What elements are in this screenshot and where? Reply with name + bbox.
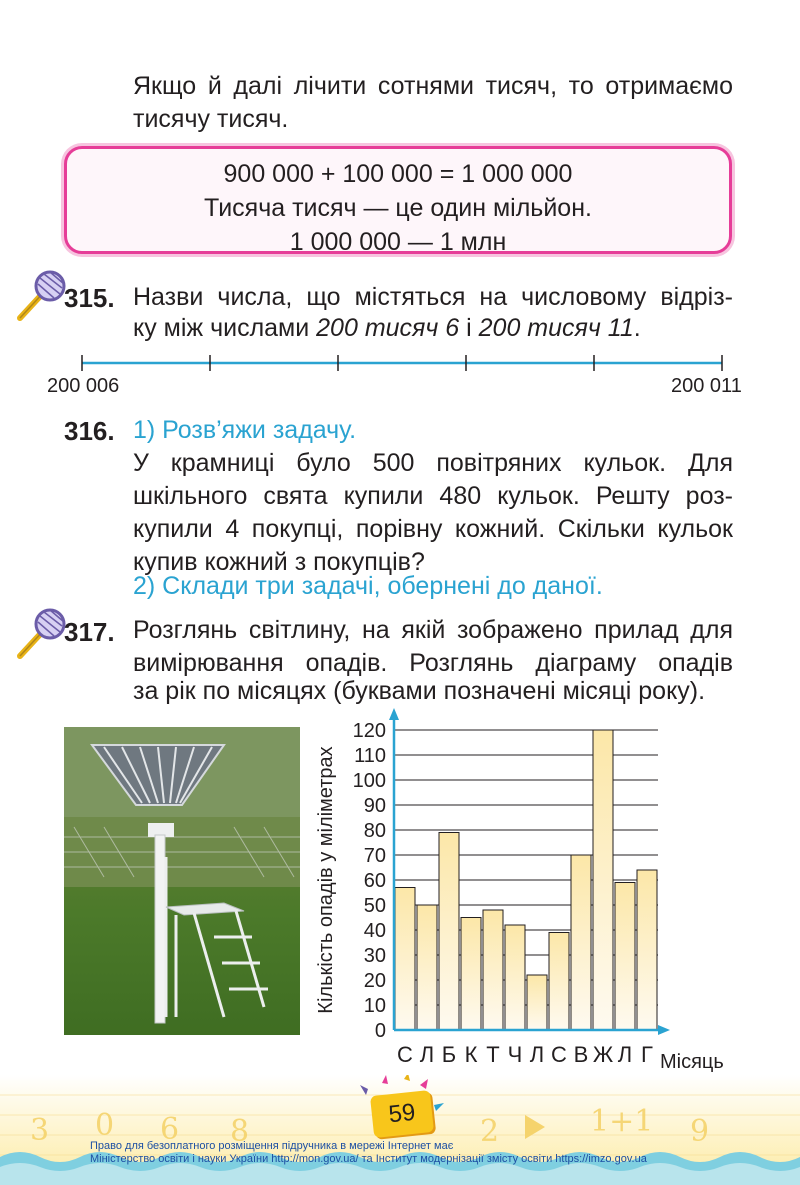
task-317-line-2: вимірювання опадів. Розглянь діаграму опадів — [133, 649, 733, 677]
task-316-line-1: У крамниці було 500 повітряних кульок. Для — [133, 449, 733, 477]
bar — [505, 925, 525, 1030]
y-tick-label: 120 — [352, 720, 386, 742]
task-316-line-2: шкільного свята купили 480 кульок. Решту роз- — [133, 482, 733, 510]
y-tick-label: 20 — [363, 970, 386, 992]
y-tick-label: 40 — [363, 920, 386, 942]
rule-statement: Тисяча тисяч — це один мільйон. — [204, 194, 592, 222]
y-tick-label: 60 — [363, 870, 386, 892]
y-axis-label: Кількість опадів у міліметрах — [315, 746, 337, 1014]
x-tick-label: Б — [441, 1042, 457, 1067]
task-315-line-2: ку між числами 200 тисяч 6 і 200 тисяч 11. — [133, 314, 641, 342]
microphone-icon — [14, 606, 70, 662]
x-tick-label: Ж — [592, 1042, 614, 1067]
bar — [483, 910, 503, 1030]
number-line — [60, 345, 760, 405]
copyright-notice — [90, 1140, 730, 1166]
y-tick-label: 50 — [363, 895, 386, 917]
x-tick-label: В — [573, 1042, 589, 1067]
bar — [615, 883, 635, 1031]
x-axis-label: Місяць — [660, 1051, 724, 1073]
x-tick-label: С — [397, 1042, 413, 1067]
rule-abbreviation: 1 000 000 — 1 млн — [289, 228, 507, 256]
y-tick-label: 0 — [374, 1020, 386, 1042]
y-tick-label: 80 — [363, 820, 386, 842]
range-start: 200 тисяч 6 — [316, 314, 460, 342]
task-315-line-1: Назви числа, що містяться на числовому відріз- — [133, 283, 733, 311]
task-316-line-3: купили 4 покупці, порівну кожний. Скільки кульок — [133, 515, 733, 543]
bar — [461, 918, 481, 1031]
y-tick-label: 90 — [363, 795, 386, 817]
intro-line-2: тисячу тисяч. — [133, 105, 289, 133]
rule-equation: 900 000 + 100 000 = 1 000 000 — [223, 160, 573, 188]
bar — [637, 870, 657, 1030]
rain-gauge-photo — [64, 727, 300, 1035]
task-316-part-2: 2) Склади три задачі, обернені до даної. — [133, 572, 603, 600]
bar — [527, 975, 547, 1030]
page-number: 59 — [370, 1090, 434, 1138]
svg-text:3: 3 — [30, 1113, 50, 1148]
bar — [549, 933, 569, 1031]
y-tick-label: 70 — [363, 845, 386, 867]
intro-line-1: Якщо й далі лічити сотнями тисяч, то отримаємо — [133, 72, 733, 100]
bar — [439, 833, 459, 1031]
y-tick-label: 110 — [354, 745, 386, 767]
x-tick-label: Т — [486, 1042, 500, 1067]
copyright-line-2: Міністерство освіти і науки України http://mon.gov.ua/ та Інститут модернізації змісту освіти https://imzo.gov.ua — [90, 1153, 647, 1165]
task-316-line-4: купив кожний з покупців? — [133, 548, 425, 576]
task-316-number: 316. — [64, 416, 115, 446]
y-tick-label: 10 — [363, 995, 386, 1017]
bar — [571, 855, 591, 1030]
bar — [417, 905, 437, 1030]
svg-text:6: 6 — [160, 1112, 180, 1147]
rule-box — [64, 146, 732, 254]
x-axis-arrow — [658, 1025, 670, 1035]
task-317-number: 317. — [64, 617, 115, 647]
svg-text:8: 8 — [230, 1114, 250, 1149]
microphone-icon — [14, 268, 70, 324]
task-317-line-1: Розглянь світлину, на якій зображено прилад для — [133, 616, 733, 644]
task-317-line-3: за рік по місяцях (буквами позначені місяці року). — [133, 677, 706, 705]
y-tick-label: 100 — [352, 770, 386, 792]
svg-text:2: 2 — [480, 1114, 500, 1149]
x-tick-label: Г — [641, 1042, 653, 1067]
task-315-number: 315. — [64, 283, 115, 313]
range-end: 200 тисяч 11 — [478, 314, 634, 342]
x-tick-label: К — [464, 1042, 478, 1067]
y-tick-label: 30 — [363, 945, 386, 967]
svg-text:1+1: 1+1 — [590, 1104, 654, 1139]
number-line-end-label: 200 011 — [671, 375, 742, 397]
x-tick-label: Л — [617, 1042, 633, 1067]
bar — [593, 730, 613, 1030]
task-316-part-1: 1) Розв’яжи задачу. — [133, 416, 357, 444]
number-line-start-label: 200 006 — [47, 375, 120, 397]
x-tick-label: С — [551, 1042, 567, 1067]
bar — [395, 888, 415, 1031]
copyright-line-1: Право для безоплатного розміщення підручника в мережі Інтернет має — [90, 1140, 454, 1152]
x-tick-label: Л — [529, 1042, 545, 1067]
precipitation-chart — [300, 700, 770, 1085]
svg-text:9: 9 — [690, 1114, 710, 1149]
x-tick-label: Ч — [507, 1042, 523, 1067]
y-axis-arrow — [389, 708, 399, 720]
svg-text:0: 0 — [95, 1108, 115, 1143]
x-tick-label: Л — [419, 1042, 435, 1067]
